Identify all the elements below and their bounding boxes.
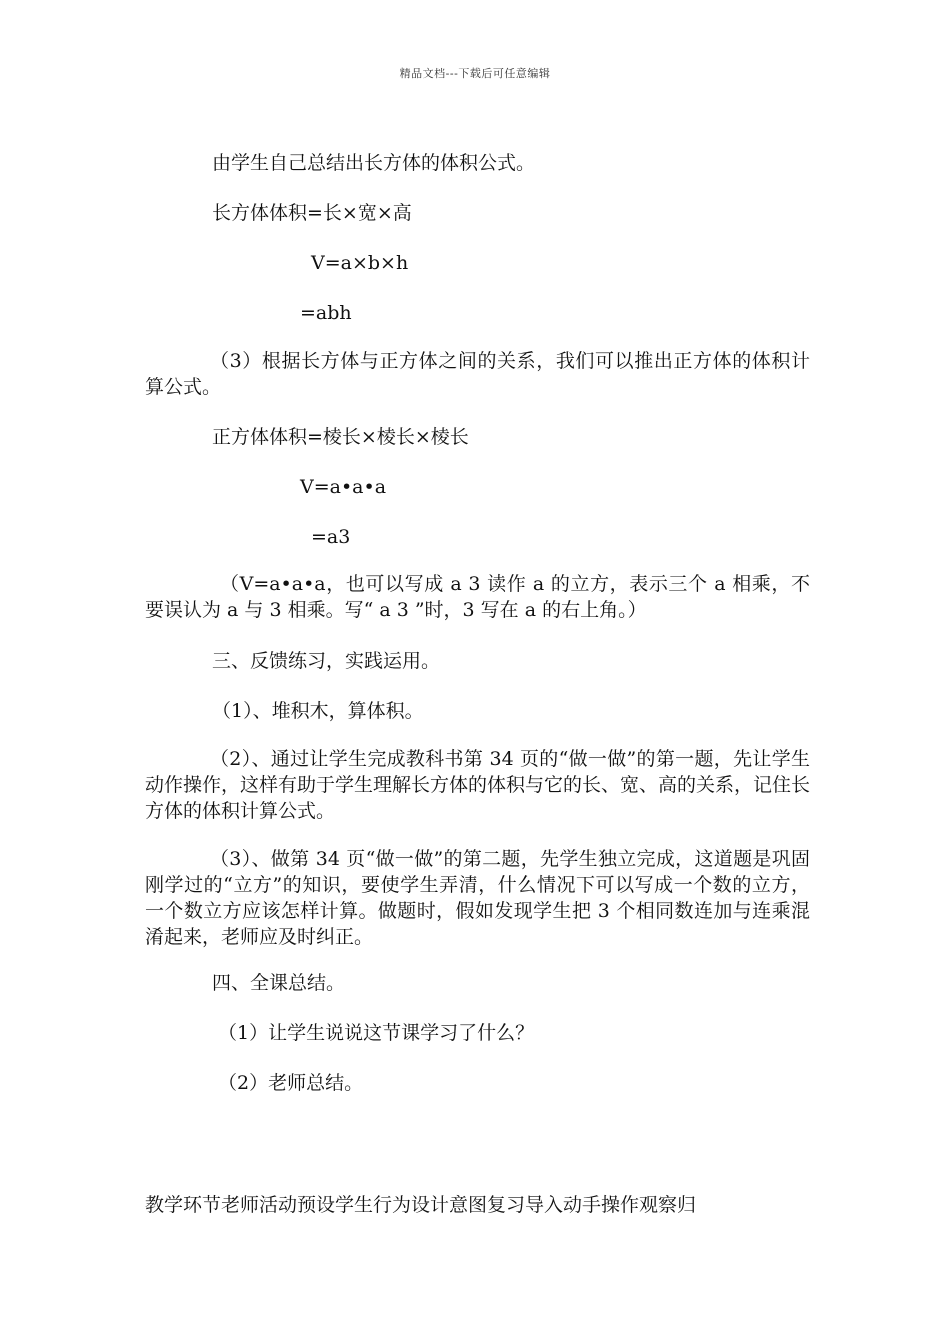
heading-summary: 四、全课总结。	[212, 972, 346, 994]
text-line-cube-formula-a3: =a3	[311, 526, 351, 548]
text-line-cube-formula: 正方体体积=棱长×棱长×棱长	[212, 426, 469, 448]
text-line-table-header: 教学环节老师活动预设学生行为设计意图复习导入动手操作观察归	[145, 1194, 697, 1216]
paragraph-cube-derivation: （3）根据长方体与正方体之间的关系，我们可以推出正方体的体积计算公式。	[145, 350, 810, 398]
text-line-cuboid-formula: 长方体体积=长×宽×高	[212, 202, 412, 224]
text-line-summary-2: （2）老师总结。	[218, 1072, 364, 1094]
text-line-summary-1: （1）让学生说说这节课学习了什么？	[218, 1022, 535, 1044]
text-line-practice-1: （1）、堆积木，算体积。	[212, 700, 424, 722]
text-line-summary: 由学生自己总结出长方体的体积公式。	[212, 152, 536, 174]
paragraph-cube-note: （V=a•a•a，也可以写成 a 3 读作 a 的立方，表示三个 a 相乘，不要误认为 a 与 3 相乘。写“ a 3 ”时，3 写在 a 的右上角。）	[145, 573, 810, 621]
text-line-cuboid-formula-letters: V=a×b×h	[311, 252, 409, 274]
text-line-cube-formula-letters: V=a•a•a	[300, 476, 387, 498]
paragraph-practice-2: （2）、通过让学生完成教科书第 34 页的“做一做”的第一题，先让学生动作操作，这样有助于学生理解长方体的体积与它的长、宽、高的关系，记住长方体的体积计算公式。	[145, 748, 811, 822]
heading-practice: 三、反馈练习，实践运用。	[212, 650, 441, 672]
paragraph-practice-3: （3）、做第 34 页“做一做”的第二题，先学生独立完成，这道题是巩固刚学过的“立方”的知识，要使学生弄清，什么情况下可以写成一个数的立方，一个数立方应该怎样计算。做题时，假如发现学生把 3 个相同数连加与连乘混淆起来，老师应及时纠正。	[145, 848, 810, 948]
page-header: 精品文档---下载后可任意编辑	[399, 67, 551, 80]
text-line-cuboid-formula-abh: =abh	[300, 302, 352, 324]
